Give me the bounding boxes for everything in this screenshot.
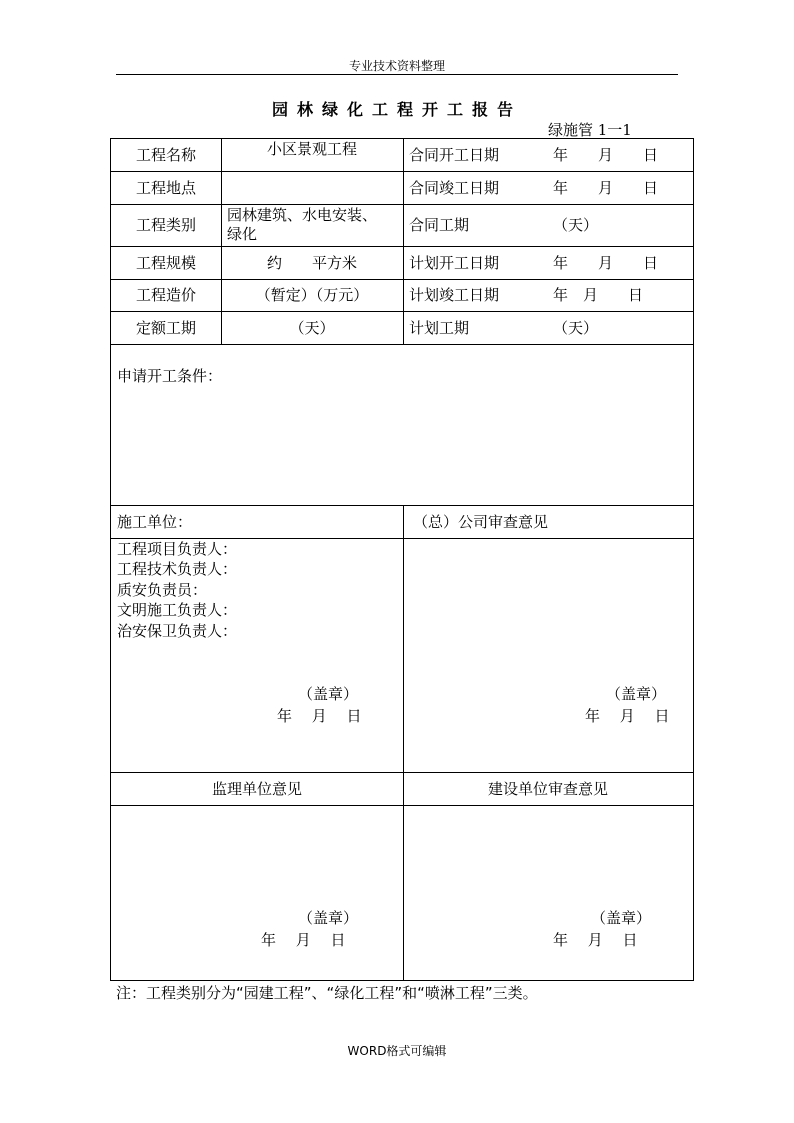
label-planned-end: 计划竣工日期 xyxy=(409,286,500,304)
value-planned-end: 年 月 日 xyxy=(553,286,644,304)
column-divider xyxy=(403,139,404,344)
row-divider xyxy=(111,344,693,345)
label-contract-end: 合同竣工日期 xyxy=(409,179,500,197)
value-quota-period: （天） xyxy=(289,319,335,337)
page-footer: WORD格式可编辑 xyxy=(347,1044,447,1058)
label-project-name: 工程名称 xyxy=(135,146,196,164)
seal-client: （盖章） xyxy=(591,909,652,927)
label-project-scale: 工程规模 xyxy=(135,254,196,272)
conditions-label: 申请开工条件： xyxy=(117,367,223,385)
label-quota-period: 定额工期 xyxy=(135,319,196,337)
date-company-review: 年 月 日 xyxy=(585,707,670,725)
row-divider xyxy=(111,279,693,280)
header-divider xyxy=(116,74,678,75)
form-code: 绿施管 1一1 xyxy=(548,121,632,139)
personnel-project-lead: 工程项目负责人： xyxy=(117,540,238,558)
personnel-safety-officer: 质安负责员： xyxy=(117,581,208,599)
form-table xyxy=(110,138,694,981)
value-contract-end: 年 月 日 xyxy=(553,179,659,197)
label-project-location: 工程地点 xyxy=(135,179,196,197)
seal-company-review: （盖章） xyxy=(606,685,667,703)
row-divider xyxy=(111,171,693,172)
date-supervision: 年 月 日 xyxy=(261,931,346,949)
column-divider xyxy=(403,505,404,980)
value-planned-start: 年 月 日 xyxy=(553,254,659,272)
date-construction-unit: 年 月 日 xyxy=(277,707,362,725)
label-planned-period: 计划工期 xyxy=(409,319,470,337)
label-project-cost: 工程造价 xyxy=(135,286,196,304)
seal-construction-unit: （盖章） xyxy=(298,685,359,703)
row-divider xyxy=(111,538,693,539)
value-contract-period: （天） xyxy=(553,216,599,234)
form-note: 注：工程类别分为“园建工程”、“绿化工程”和“喷淋工程”三类。 xyxy=(116,984,538,1002)
seal-supervision: （盖章） xyxy=(298,909,359,927)
value-project-category-line2: 绿化 xyxy=(227,225,258,243)
value-project-cost: （暂定）（万元） xyxy=(255,286,369,304)
personnel-security-lead: 治安保卫负责人： xyxy=(117,622,238,640)
personnel-technical-lead: 工程技术负责人： xyxy=(117,560,238,578)
row-divider xyxy=(111,204,693,205)
page-header: 专业技术资料整理 xyxy=(348,59,445,73)
row-divider xyxy=(111,246,693,247)
value-project-scale: 约 平方米 xyxy=(266,254,357,272)
row-divider xyxy=(111,805,693,806)
column-divider xyxy=(221,139,222,344)
row-divider xyxy=(111,772,693,773)
row-divider xyxy=(111,311,693,312)
label-planned-start: 计划开工日期 xyxy=(409,254,500,272)
construction-unit-label: 施工单位： xyxy=(117,513,193,531)
supervision-label: 监理单位意见 xyxy=(211,780,302,798)
form-title: 园林绿化工程开工报告 xyxy=(271,100,522,119)
value-project-name: 小区景观工程 xyxy=(266,140,357,158)
value-project-category-line1: 园林建筑、水电安装、 xyxy=(227,206,378,224)
client-review-label: 建设单位审查意见 xyxy=(487,780,608,798)
value-planned-period: （天） xyxy=(553,319,599,337)
row-divider xyxy=(111,505,693,506)
label-project-category: 工程类别 xyxy=(135,216,196,234)
date-client: 年 月 日 xyxy=(553,931,638,949)
label-contract-period: 合同工期 xyxy=(409,216,470,234)
value-contract-start: 年 月 日 xyxy=(553,146,659,164)
company-review-label: （总）公司审查意见 xyxy=(413,513,549,531)
label-contract-start: 合同开工日期 xyxy=(409,146,500,164)
personnel-civil-lead: 文明施工负责人： xyxy=(117,601,238,619)
